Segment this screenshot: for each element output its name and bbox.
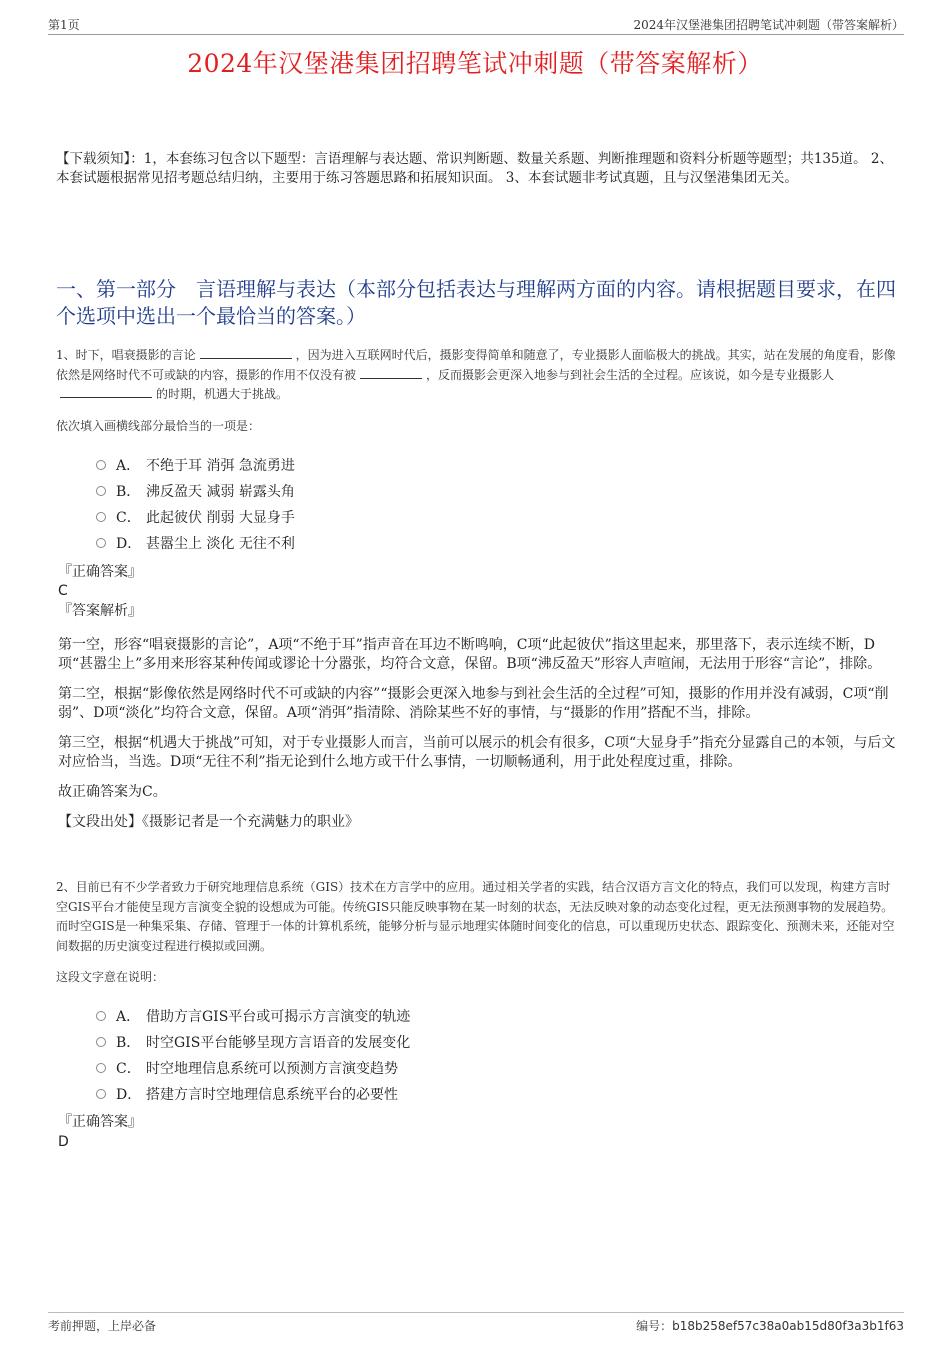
document-title: 2024年汉堡港集团招聘笔试冲刺题（带答案解析） [187, 49, 763, 78]
option-text: 甚嚣尘上 淡化 无往不利 [146, 536, 295, 552]
source-citation: 【文段出处】《摄影记者是一个充满魅力的职业》 [58, 814, 359, 830]
footer-slogan: 考前押题，上岸必备 [48, 1319, 157, 1333]
option-key: A． [116, 458, 141, 474]
option-text: 借助方言GIS平台或可揭示方言演变的轨迹 [146, 1009, 411, 1025]
option-key: D． [116, 536, 142, 552]
question-1-options [96, 453, 876, 557]
option-c[interactable] [96, 1056, 876, 1082]
option-text: 沸反盈天 减弱 崭露头角 [146, 484, 295, 500]
fill-blank-1 [200, 346, 292, 359]
radio-icon[interactable] [96, 1011, 106, 1021]
analysis-paragraph: 第三空，根据“机遇大于挑战”可知，对于专业摄影人而言，当前可以展示的机会有很多，C项“大显身手”指充分显露自己的本领，与后文对应恰当，当选。D项“无往不利”指无论到什么地方或干什么事情，一切顺畅通利，用于此处程度过重，排除。 [58, 735, 896, 770]
question-2-options [96, 1004, 876, 1108]
header-doc-title: 2024年汉堡港集团招聘笔试冲刺题（带答案解析） [633, 18, 904, 32]
option-text: 时空GIS平台能够呈现方言语音的发展变化 [146, 1035, 411, 1051]
download-notice: 【下载须知】：1，本套练习包含以下题型：言语理解与表达题、常识判断题、数量关系题、判断推理题和资料分析题等题型；共135道。 2、本套试题根据常见招考题总结归纳，主要用于练习答题思路和拓展知识面。 3、本套试题非考试真题，且与汉堡港集团无关。 [56, 151, 893, 186]
question-2 [56, 878, 898, 988]
option-b[interactable] [96, 1030, 876, 1056]
question-2-stem: 2、目前已有不少学者致力于研究地理信息系统（GIS）技术在方言学中的应用。通过相关学者的实践，结合汉语方言文化的特点，我们可以发现，构建方言时空GIS平台才能使呈现方言演变全貌的设想成为可能。传统GIS只能反映事物在某一时刻的状态，无法反映对象的动态变化过程，更无法预测事物的发展趋势。而时空GIS是一种集采集、存储、管理于一体的计算机系统，能够分析与显示地理实体随时间变化的信息，可以重现历史状态、跟踪变化、预测未来，还能对空间数据的历史演变过程进行模拟或回溯。 [56, 880, 895, 953]
option-key: C． [116, 1061, 141, 1077]
stem-part: ，反而摄影会更深入地参与到社会生活的全过程。应该说，如今是专业摄影人 [426, 367, 835, 382]
code-label: 编号： [636, 1319, 673, 1333]
question-2-prompt: 这段文字意在说明： [56, 970, 165, 984]
section-heading: 一、第一部分 言语理解与表达（本部分包括表达与理解两方面的内容。请根据题目要求，在四个选项中选出一个最恰当的答案。） [56, 277, 896, 328]
question-1 [56, 346, 898, 436]
option-c[interactable] [96, 505, 876, 531]
option-b[interactable] [96, 479, 876, 505]
radio-icon[interactable] [96, 1037, 106, 1047]
fill-blank-3 [60, 385, 152, 398]
option-text: 不绝于耳 消弭 急流勇进 [146, 458, 295, 474]
answer-value: C [58, 583, 68, 599]
option-key: C． [116, 510, 141, 526]
option-text: 时空地理信息系统可以预测方言演变趋势 [146, 1061, 398, 1077]
option-key: B． [116, 1035, 141, 1051]
radio-icon[interactable] [96, 538, 106, 548]
analysis-paragraph: 第一空，形容“唱衰摄影的言论”，A项“不绝于耳”指声音在耳边不断鸣响，C项“此起彼伏”指这里起来，那里落下，表示连续不断，D项“甚嚣尘上”多用来形容某种传闻或谬论十分嚣张，均符合文意，保留。B项“沸反盈天”形容人声喧闹，无法用于形容“言论”，排除。 [58, 637, 882, 672]
analysis-conclusion: 故正确答案为C。 [58, 784, 167, 800]
option-a[interactable] [96, 1004, 876, 1030]
option-key: B． [116, 484, 141, 500]
option-d[interactable] [96, 1082, 876, 1108]
radio-icon[interactable] [96, 460, 106, 470]
answer-value: D [58, 1134, 69, 1150]
analysis-paragraph: 第二空，根据“影像依然是网络时代不可或缺的内容”“摄影会更深入地参与到社会生活的全过程”可知，摄影的作用并没有减弱，C项“削弱”、D项“淡化”均符合文意，保留。A项“消弭”指清除、消除某些不好的事情，与“摄影的作用”搭配不当，排除。 [58, 686, 889, 721]
fill-blank-2 [360, 366, 422, 379]
radio-icon[interactable] [96, 1063, 106, 1073]
document-code [636, 1317, 904, 1334]
option-key: D． [116, 1087, 142, 1103]
analysis-label: 『答案解析』 [58, 603, 142, 619]
question-1-stem [56, 346, 898, 405]
radio-icon[interactable] [96, 512, 106, 522]
answer-label: 『正确答案』 [58, 564, 142, 580]
question-1-prompt: 依次填入画横线部分最恰当的一项是： [56, 418, 261, 433]
answer-analysis [58, 636, 896, 843]
page-header [48, 14, 904, 35]
stem-part: 1、时下，唱衰摄影的言论 [56, 348, 196, 362]
stem-part: 的时期，机遇大于挑战。 [156, 387, 289, 401]
page-number: 第1页 [48, 18, 80, 32]
option-text: 搭建方言时空地理信息系统平台的必要性 [146, 1087, 398, 1103]
radio-icon[interactable] [96, 486, 106, 496]
radio-icon[interactable] [96, 1089, 106, 1099]
option-key: A． [116, 1009, 141, 1025]
page-footer [48, 1312, 904, 1335]
option-d[interactable] [96, 531, 876, 557]
answer-label: 『正确答案』 [58, 1114, 142, 1130]
option-a[interactable] [96, 453, 876, 479]
stem-part: ，因为进入互联网时代后，摄影变得简单和随意了，专业摄影人面临极大的挑战。其实，站在发展的角度看，影像依然是网络时代不可或缺的内容，摄影的作用不仅没有被 [56, 348, 896, 382]
option-text: 此起彼伏 削弱 大显身手 [146, 510, 295, 526]
code-value: b18b258ef57c38a0ab15d80f3a3b1f63 [672, 1319, 904, 1333]
